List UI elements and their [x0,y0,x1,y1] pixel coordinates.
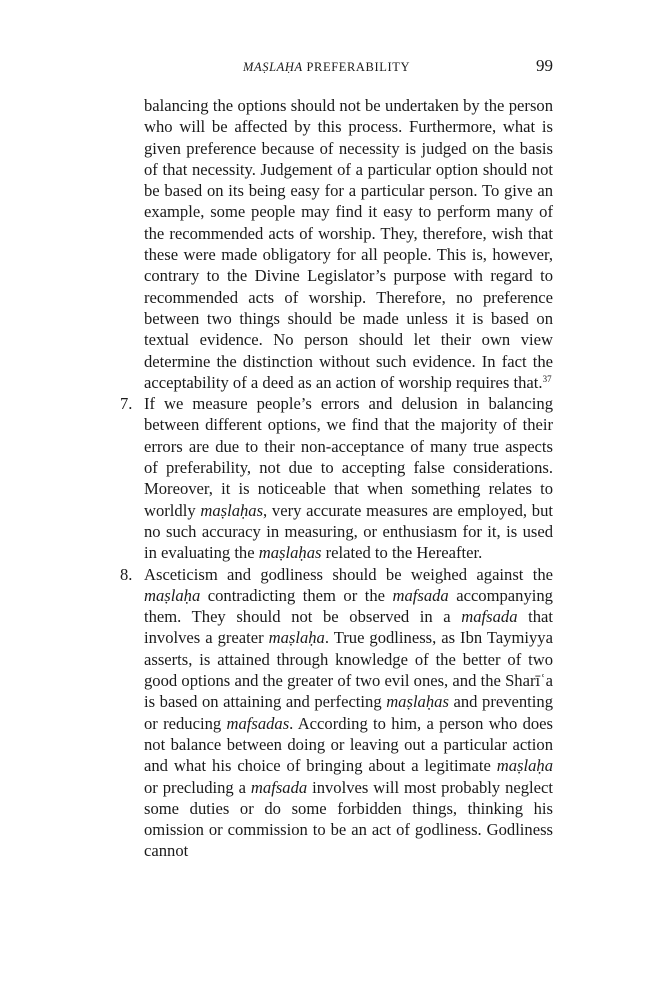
continued-paragraph [120,95,553,393]
text-segment: that involves a greater [144,607,554,648]
footnote-ref-37: 37 [542,373,552,384]
list-item-number: 8. [120,564,133,584]
italic-term: maṣlaḥas [200,500,264,520]
list-item-8 [120,564,553,862]
running-title [243,57,410,77]
text-segment: Asceticism and godliness should be weighed against the [144,564,553,584]
running-head [0,57,650,79]
text-segment: balancing the options should not be undertaken by the person who will be affected by this process. Furthermore, what is given preference because of necessity is judged on the basis of that necessity. Judgement of a particular option should not be based on its being easy for a particular person. To give an example, some people may find it easy to perform many of the recommended acts of worship. They, therefore, wish that these were made obligatory for all people. This is, however, contrary to the Divine Legislator’s purpose with regard to recommended acts of worship. Therefore, no preference between two things should be made unless it is based on textual evidence. No person should let their own view determine the distinction without such evidence. In fact the acceptability of a deed as an action of worship requires that. [144,96,553,392]
running-title-rest: PREFERABILITY [302,60,411,74]
body-text [120,95,553,862]
italic-term: maṣlaḥas [258,543,322,563]
text-segment: or precluding a [144,777,251,797]
italic-term: maṣlaḥa [268,628,325,648]
text-segment: , very accurate measures are employed, but no such accuracy in measuring, or enthusiasm for it, is used in evaluating the [144,500,553,563]
list-item-number: 7. [120,394,133,414]
page-number: 99 [536,56,553,75]
running-title-italic: MAṢLAḤA [243,60,303,74]
text-segment: related to the Hereafter. [321,543,483,563]
italic-term: maṣlaḥa [496,756,553,776]
text-segment: and preventing or reducing [144,692,553,733]
italic-term: mafsada [250,777,308,797]
text-segment: involves will most probably neglect some duties or do some forbidden things, thinking his omission or commission to be an act of godliness. Godliness cannot [144,777,553,861]
italic-term: mafsadas [226,713,290,733]
italic-term: maṣlaḥas [386,692,449,712]
text-segment: . According to him, a person who does not balance between doing or leaving out a particular action and what his choice of bringing about a legitimate [144,713,553,776]
text-segment: . True godliness, as Ibn Taymiyya asserts, is attained through knowledge of the better of two good options and the greater of two evil ones, and the Sharīʿa is based on attaining and perfecting [144,628,553,712]
text-segment: If we measure people’s errors and delusion in balancing between different options, we find that the majority of their errors are due to their non-acceptance of many true aspects of preferability, not due to accepting false considerations. Moreover, it is noticeable that when something relates to worldly [144,394,553,520]
text-segment: contradicting them or the [200,585,393,605]
list-item-7 [120,393,553,563]
italic-term: mafsada [392,585,449,605]
italic-term: mafsada [461,607,518,627]
text-segment: accompanying them. They should not be observed in a [144,585,553,627]
italic-term: maṣlaḥa [144,585,201,605]
